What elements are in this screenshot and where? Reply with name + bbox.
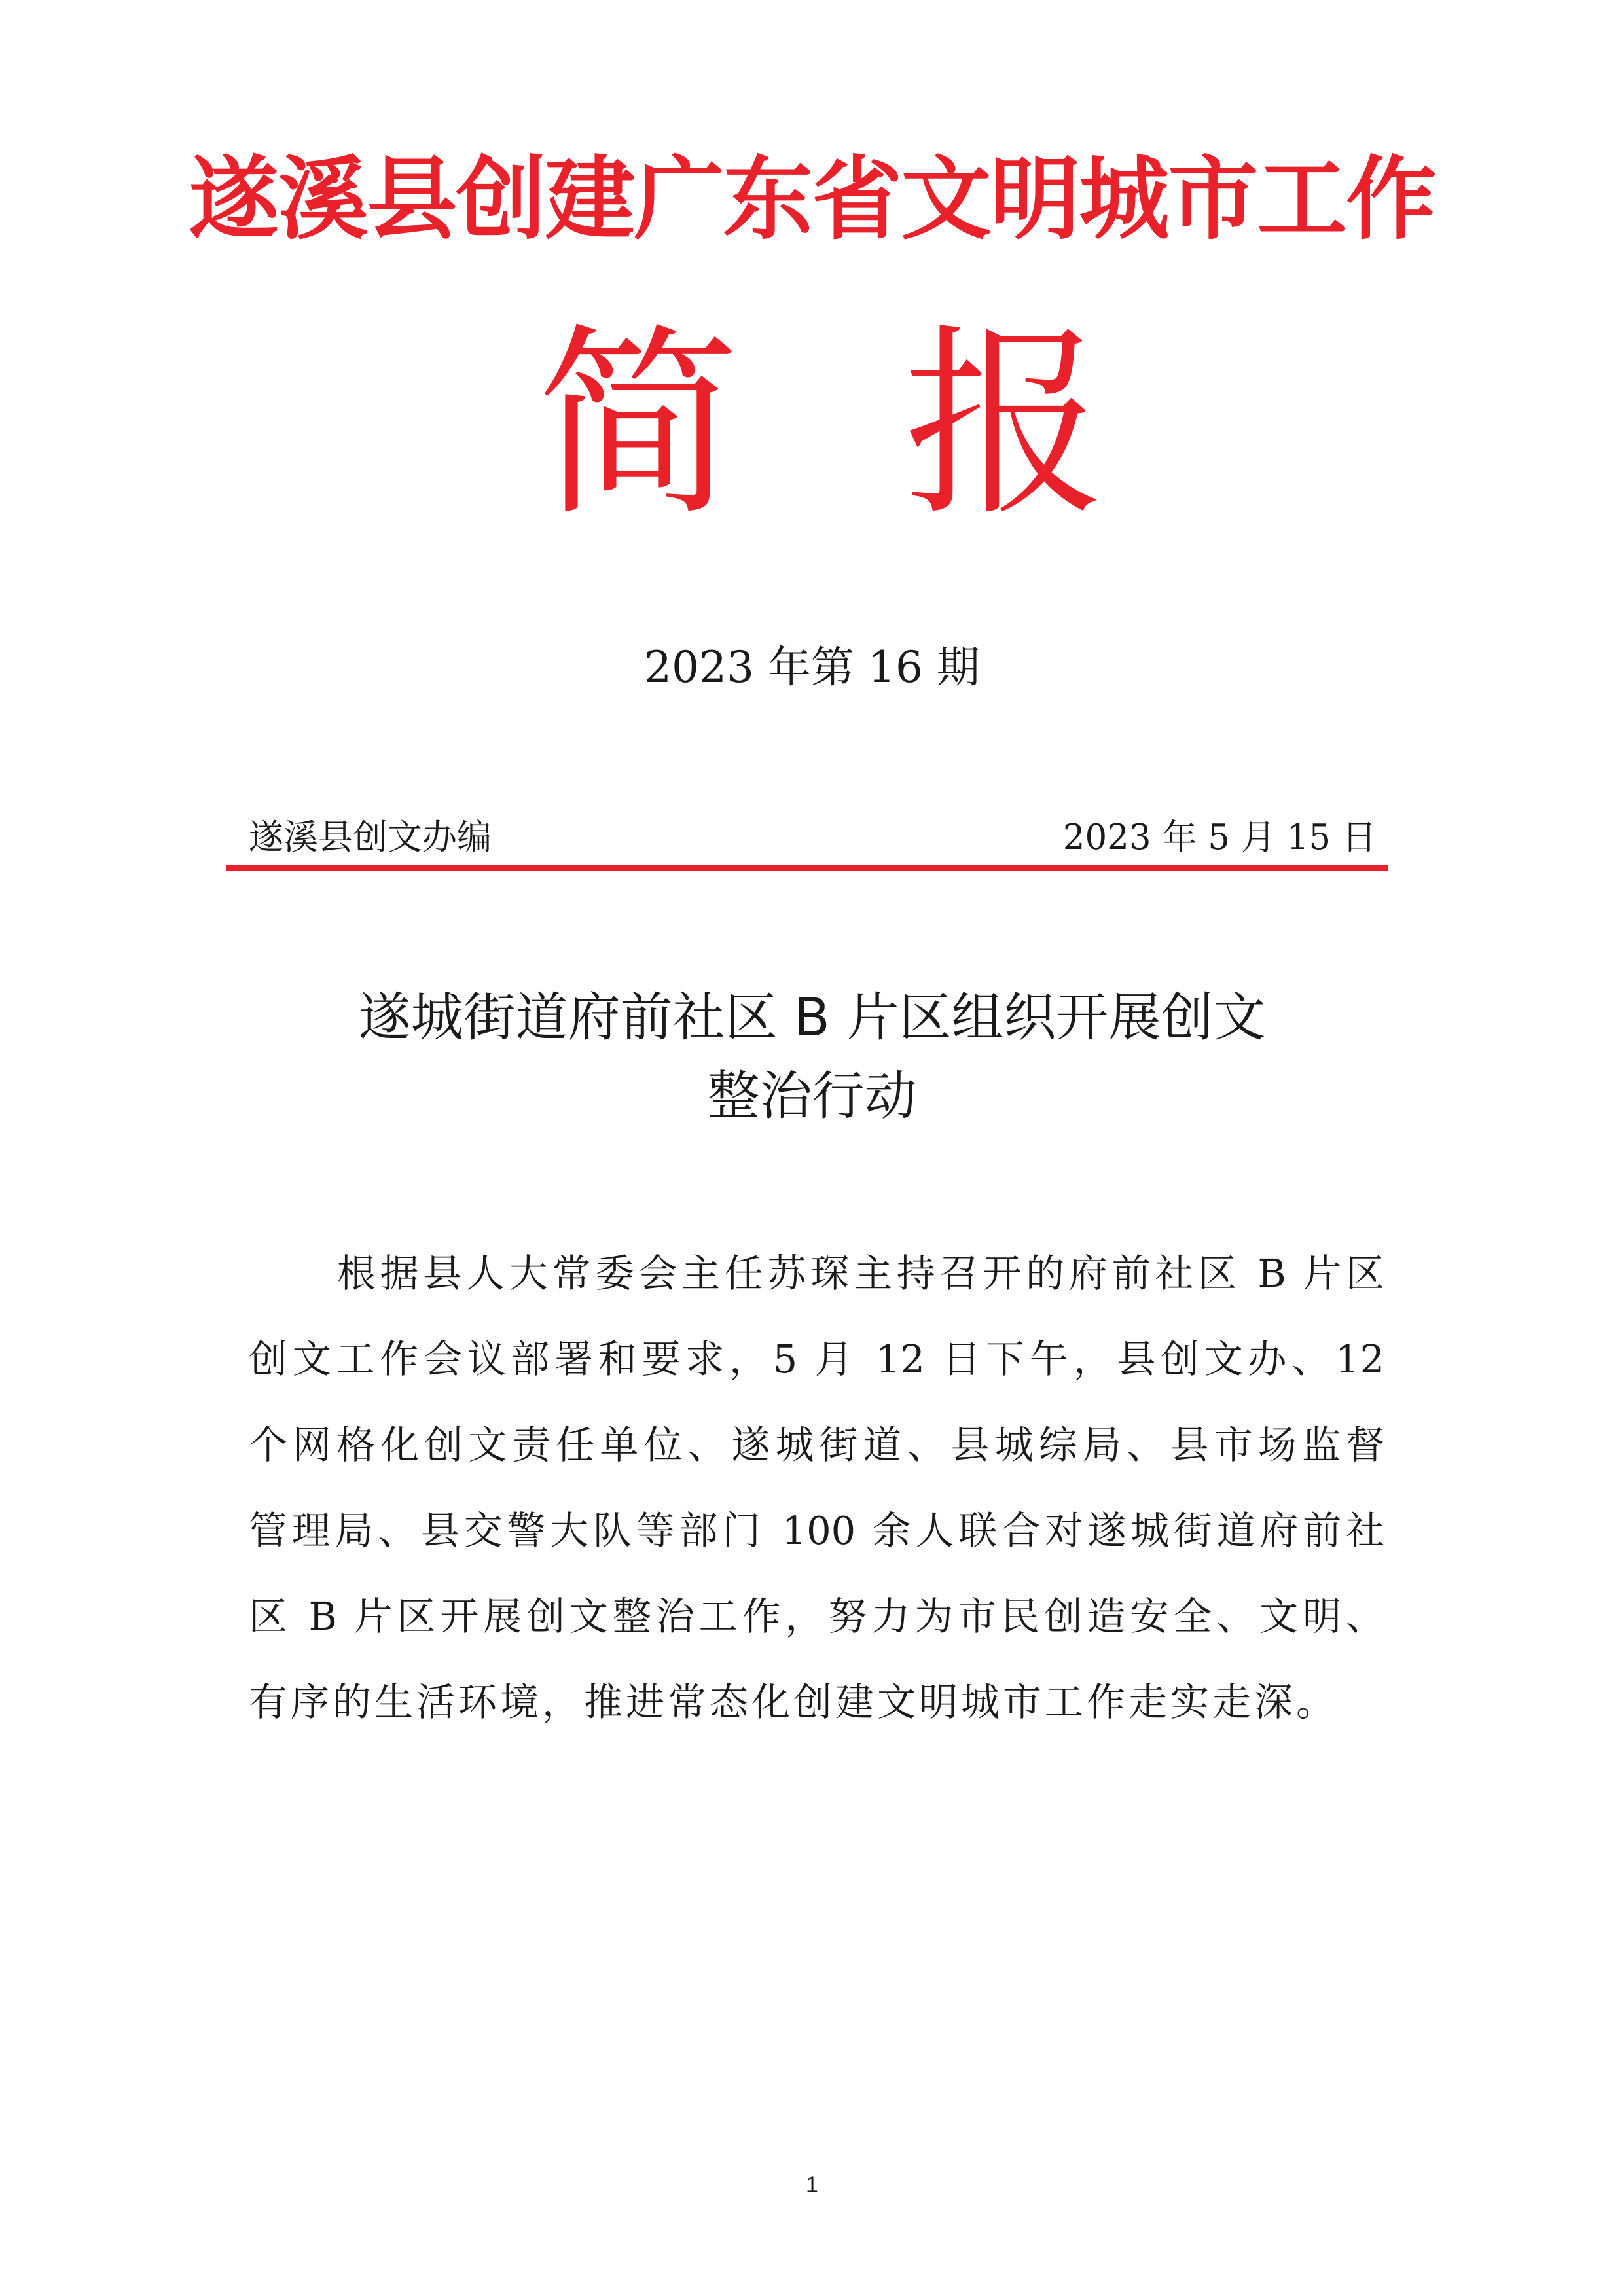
masthead-title-char-bao: 报 <box>903 307 1106 543</box>
article-title <box>0 978 1624 1136</box>
editor-label: 遂溪县创文办编 <box>249 817 492 857</box>
article-body <box>249 1230 1384 1745</box>
page-number: 1 <box>806 2172 818 2197</box>
body-line: 管理局、县交警大队等部门 100 余人联合对遂城街道府前社 <box>249 1508 1384 1553</box>
masthead-title <box>537 307 1106 543</box>
red-divider-rule <box>226 865 1388 871</box>
article-title-line: 整治行动 <box>707 1066 917 1126</box>
body-line: 个网格化创文责任单位、遂城街道、县城综局、县市场监督 <box>249 1422 1384 1467</box>
body-line: 根据县人大常委会主任苏琛主持召开的府前社区 B 片区 <box>337 1251 1384 1296</box>
masthead-organization: 遂溪县创建广东省文明城市工作 <box>189 147 1435 252</box>
article-title-line: 遂城街道府前社区 B 片区组织开展创文 <box>358 987 1266 1048</box>
publish-date: 2023 年 5 月 15 日 <box>1062 817 1377 857</box>
body-line: 区 B 片区开展创文整治工作，努力为市民创造安全、文明、 <box>249 1594 1384 1639</box>
issue-number: 2023 年第 16 期 <box>644 642 980 692</box>
body-line: 有序的生活环境，推进常态化创建文明城市工作走实走深。 <box>249 1679 1339 1725</box>
body-line: 创文工作会议部署和要求，5 月 12 日下午，县创文办、12 <box>249 1336 1384 1382</box>
masthead-title-char-jian: 简 <box>537 307 740 543</box>
